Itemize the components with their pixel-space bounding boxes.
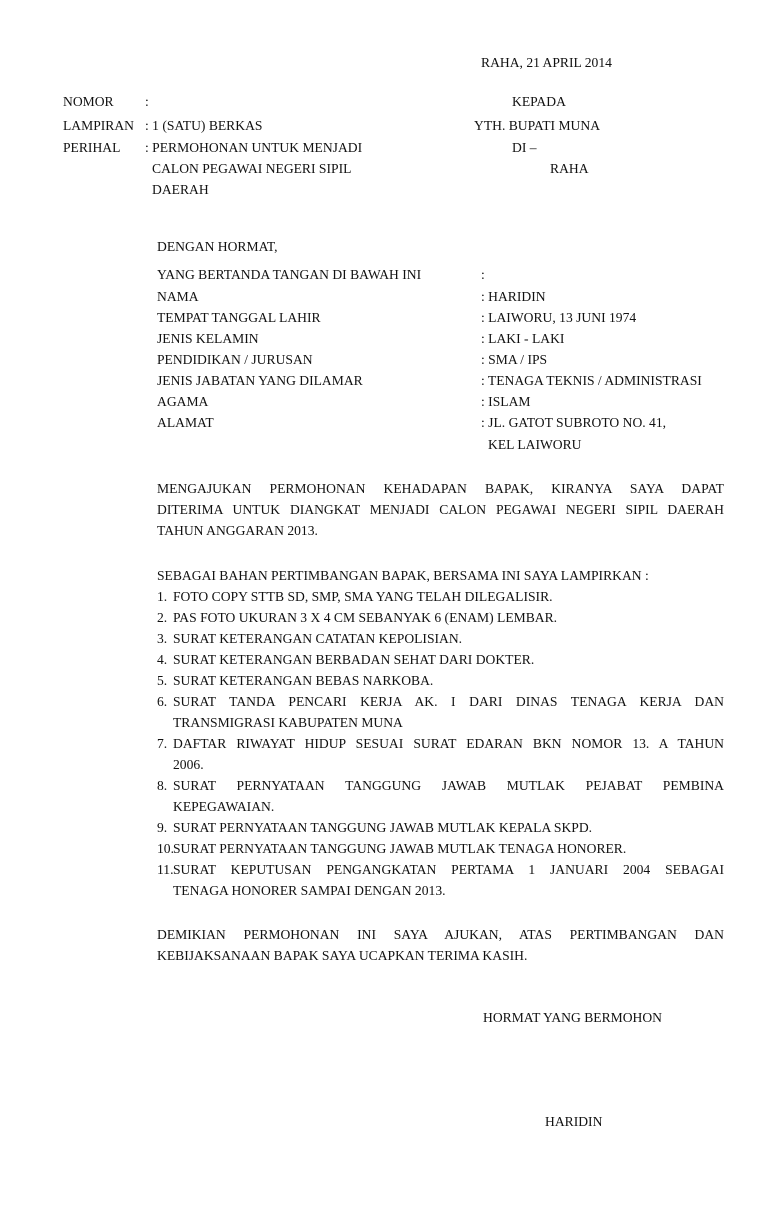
field-value: : LAIWORU, 13 JUNI 1974	[481, 310, 637, 325]
signature-closing: HORMAT YANG BERMOHON	[483, 1010, 663, 1025]
intro-label: YANG BERTANDA TANGAN DI BAWAH INI	[157, 267, 422, 282]
field-label: JENIS JABATAN YANG DILAMAR	[157, 373, 363, 388]
signature-name: HARIDIN	[545, 1114, 603, 1129]
list-number: 5.	[157, 673, 168, 688]
field-value: : JL. GATOT SUBROTO NO. 41,	[481, 415, 667, 430]
paragraph-line: DITERIMA UNTUK DIANGKAT MENJADI CALON PEGAWAI NEGERI SIPIL DAERAH	[157, 502, 724, 517]
list-item-line: SURAT PERNYATAAN TANGGUNG JAWAB MUTLAK KEPALA SKPD.	[173, 820, 593, 835]
field-value: : TENAGA TEKNIS / ADMINISTRASI	[481, 373, 702, 388]
paragraph-line: DEMIKIAN PERMOHONAN INI SAYA AJUKAN, ATAS PERTIMBANGAN DAN	[157, 927, 724, 942]
paragraph-line: KEBIJAKSANAAN BAPAK SAYA UCAPKAN TERIMA KASIH.	[157, 948, 528, 963]
list-number: 6.	[157, 694, 168, 709]
nomor-value: :	[145, 94, 149, 109]
paragraph-line: TAHUN ANGGARAN 2013.	[157, 523, 318, 538]
list-item-line: SURAT KETERANGAN CATATAN KEPOLISIAN.	[173, 631, 463, 646]
list-item-line: 2006.	[173, 757, 204, 772]
lampiran-value: : 1 (SATU) BERKAS	[145, 118, 263, 133]
address-line2: KEL LAIWORU	[488, 437, 582, 452]
list-number: 2.	[157, 610, 168, 625]
recipient-line: YTH. BUPATI MUNA	[474, 118, 601, 133]
intro-value: :	[481, 267, 485, 282]
field-value: : ISLAM	[481, 394, 531, 409]
paragraph-line: MENGAJUKAN PERMOHONAN KEHADAPAN BAPAK, KIRANYA SAYA DAPAT	[157, 481, 724, 496]
nomor-label: NOMOR	[63, 94, 114, 109]
lampiran-label: LAMPIRAN	[63, 118, 134, 133]
list-number: 7.	[157, 736, 168, 751]
list-number: 11.	[157, 862, 174, 877]
field-label: TEMPAT TANGGAL LAHIR	[157, 310, 321, 325]
perihal-line: CALON PEGAWAI NEGERI SIPIL	[152, 161, 352, 176]
field-label: JENIS KELAMIN	[157, 331, 259, 346]
field-value: : LAKI - LAKI	[481, 331, 565, 346]
field-label: AGAMA	[157, 394, 209, 409]
greeting: DENGAN HORMAT,	[157, 239, 278, 254]
list-item-line: KEPEGAWAIAN.	[173, 799, 275, 814]
field-label: ALAMAT	[157, 415, 214, 430]
attachments-intro: SEBAGAI BAHAN PERTIMBANGAN BAPAK, BERSAMA INI SAYA LAMPIRKAN :	[157, 568, 649, 583]
field-label: PENDIDIKAN / JURUSAN	[157, 352, 313, 367]
list-item-line: FOTO COPY STTB SD, SMP, SMA YANG TELAH DILEGALISIR.	[173, 589, 553, 604]
list-number: 10.	[157, 841, 174, 856]
place-date: RAHA, 21 APRIL 2014	[481, 55, 612, 70]
field-value: : HARIDIN	[481, 289, 546, 304]
recipient-line: RAHA	[550, 161, 589, 176]
list-item-line: DAFTAR RIWAYAT HIDUP SESUAI SURAT EDARAN BKN NOMOR 13. A TAHUN	[173, 736, 724, 751]
list-number: 3.	[157, 631, 168, 646]
list-item-line: SURAT TANDA PENCARI KERJA AK. I DARI DINAS TENAGA KERJA DAN	[173, 694, 724, 709]
list-item-line: SURAT PERNYATAAN TANGGUNG JAWAB MUTLAK PEJABAT PEMBINA	[173, 778, 724, 793]
list-item-line: SURAT KETERANGAN BEBAS NARKOBA.	[173, 673, 434, 688]
list-number: 1.	[157, 589, 168, 604]
list-item-line: SURAT KETERANGAN BERBADAN SEHAT DARI DOKTER.	[173, 652, 535, 667]
list-number: 9.	[157, 820, 168, 835]
list-item-line: SURAT KEPUTUSAN PENGANGKATAN PERTAMA 1 JANUARI 2004 SEBAGAI	[173, 862, 724, 877]
list-number: 8.	[157, 778, 168, 793]
field-value: : SMA / IPS	[481, 352, 548, 367]
perihal-label: PERIHAL	[63, 140, 121, 155]
recipient-line: KEPADA	[512, 94, 566, 109]
recipient-line: DI –	[512, 140, 537, 155]
perihal-line: : PERMOHONAN UNTUK MENJADI	[145, 140, 363, 155]
list-item-line: TENAGA HONORER SAMPAI DENGAN 2013.	[173, 883, 446, 898]
list-number: 4.	[157, 652, 168, 667]
perihal-line: DAERAH	[152, 182, 209, 197]
list-item-line: SURAT PERNYATAAN TANGGUNG JAWAB MUTLAK TENAGA HONORER.	[173, 841, 627, 856]
list-item-line: PAS FOTO UKURAN 3 X 4 CM SEBANYAK 6 (ENAM) LEMBAR.	[173, 610, 558, 625]
field-label: NAMA	[157, 289, 199, 304]
list-item-line: TRANSMIGRASI KABUPATEN MUNA	[173, 715, 403, 730]
